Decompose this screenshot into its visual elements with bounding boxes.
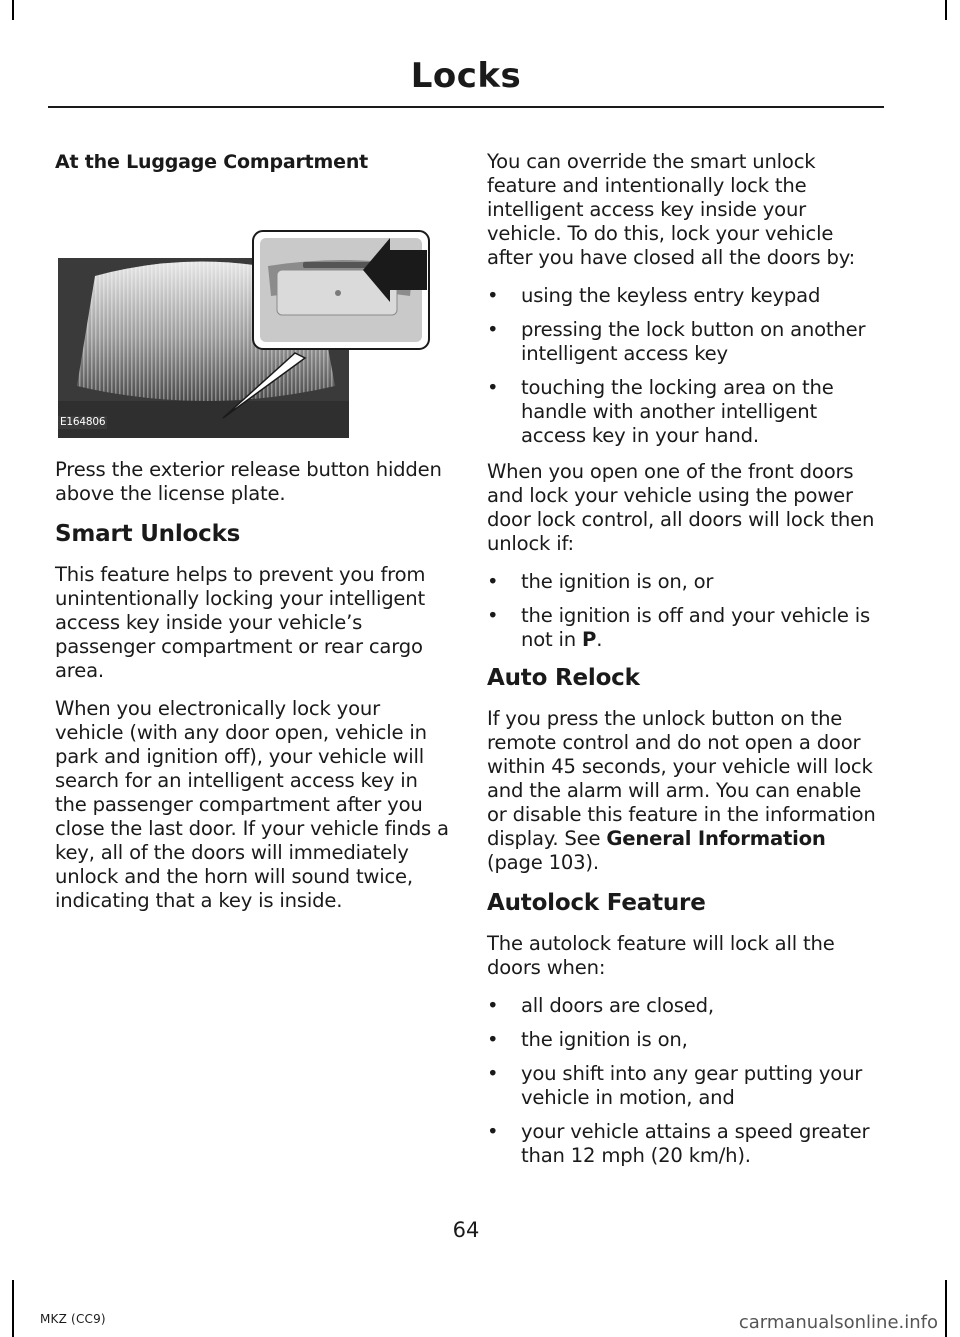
general-information-reference[interactable]: General Information bbox=[606, 827, 826, 850]
smart-unlocks-heading: Smart Unlocks bbox=[55, 521, 241, 547]
bullet-glyph: • bbox=[487, 994, 499, 1017]
smart-unlocks-paragraph-2: When you electronically lock your vehicle (with any door open, vehicle in park and ignition off), your vehicle will search for an intelligent access key in the passenger compartment after you close the last door. If your vehicle finds a key, all of the doors will immediately unlock and the horn will sound twice, indicating that a key is inside. bbox=[55, 697, 449, 912]
list-item: • the ignition is off and your vehicle is not in P. bbox=[487, 604, 871, 651]
right-column bbox=[487, 150, 883, 1180]
autolock-feature-heading: Autolock Feature bbox=[487, 890, 706, 916]
header-divider bbox=[48, 106, 884, 108]
list-item: • all doors are closed, bbox=[487, 994, 714, 1017]
override-paragraph: You can override the smart unlock feature and intentionally lock the intelligent access key inside your vehicle. To do this, lock your vehicle after you have closed all the doors by: bbox=[487, 150, 856, 269]
luggage-compartment-figure bbox=[55, 186, 430, 438]
list-item: • pressing the lock button on another intelligent access key bbox=[487, 318, 866, 365]
figure-id-label: E164806 bbox=[60, 416, 106, 428]
release-button-strip bbox=[303, 262, 373, 268]
list-item: • using the keyless entry keypad bbox=[487, 284, 821, 307]
auto-relock-paragraph: If you press the unlock button on the remote control and do not open a door within 45 seconds, your vehicle will lock and the alarm will arm. You can enable or disable this feature in the information display. See General Information (page 103). bbox=[487, 707, 876, 874]
list-item: • your vehicle attains a speed greater than 12 mph (20 km/h). bbox=[487, 1120, 870, 1167]
list-item: • the ignition is on, or bbox=[487, 570, 714, 593]
bullet-glyph: • bbox=[487, 376, 499, 399]
bullet-glyph: • bbox=[487, 604, 499, 627]
bullet-glyph: • bbox=[487, 1028, 499, 1051]
site-watermark: carmanualsonline.info bbox=[738, 1312, 938, 1333]
front-door-paragraph: When you open one of the front doors and lock your vehicle using the power door lock control, all doors will lock then unlock if: bbox=[487, 460, 875, 555]
plate-screw bbox=[335, 290, 341, 296]
release-button-text: Press the exterior release button hidden above the license plate. bbox=[55, 458, 442, 505]
autolock-intro: The autolock feature will lock all the doors when: bbox=[487, 932, 835, 979]
front-door-list bbox=[487, 570, 883, 652]
trunk-release-illustration bbox=[55, 186, 430, 438]
list-item: • you shift into any gear putting your vehicle in motion, and bbox=[487, 1062, 863, 1109]
bullet-glyph: • bbox=[487, 1120, 499, 1143]
footer-model-code: MKZ (CC9) bbox=[40, 1312, 106, 1326]
override-list bbox=[487, 284, 883, 448]
gear-p-label: P bbox=[582, 628, 597, 651]
bullet-glyph: • bbox=[487, 1062, 499, 1085]
auto-relock-heading: Auto Relock bbox=[487, 665, 640, 691]
smart-unlocks-paragraph-1: This feature helps to prevent you from unintentionally locking your intelligent access key inside your vehicle’s passenger compartment or rear cargo area. bbox=[55, 563, 426, 682]
crop-mark-bottom-left bbox=[12, 1280, 14, 1337]
luggage-compartment-subheading: At the Luggage Compartment bbox=[55, 151, 369, 173]
bullet-glyph: • bbox=[487, 284, 499, 307]
left-column bbox=[55, 150, 450, 927]
crop-mark-bottom-right bbox=[945, 1280, 947, 1337]
page-title: Locks bbox=[410, 56, 522, 96]
crop-mark-top-right bbox=[945, 0, 947, 20]
bullet-glyph: • bbox=[487, 570, 499, 593]
list-item: • touching the locking area on the handle with another intelligent access key in your hand. bbox=[487, 376, 834, 447]
page-number: 64 bbox=[452, 1218, 480, 1242]
bullet-glyph: • bbox=[487, 318, 499, 341]
autolock-list bbox=[487, 994, 883, 1168]
crop-mark-top-left bbox=[12, 0, 14, 20]
list-item: • the ignition is on, bbox=[487, 1028, 688, 1051]
